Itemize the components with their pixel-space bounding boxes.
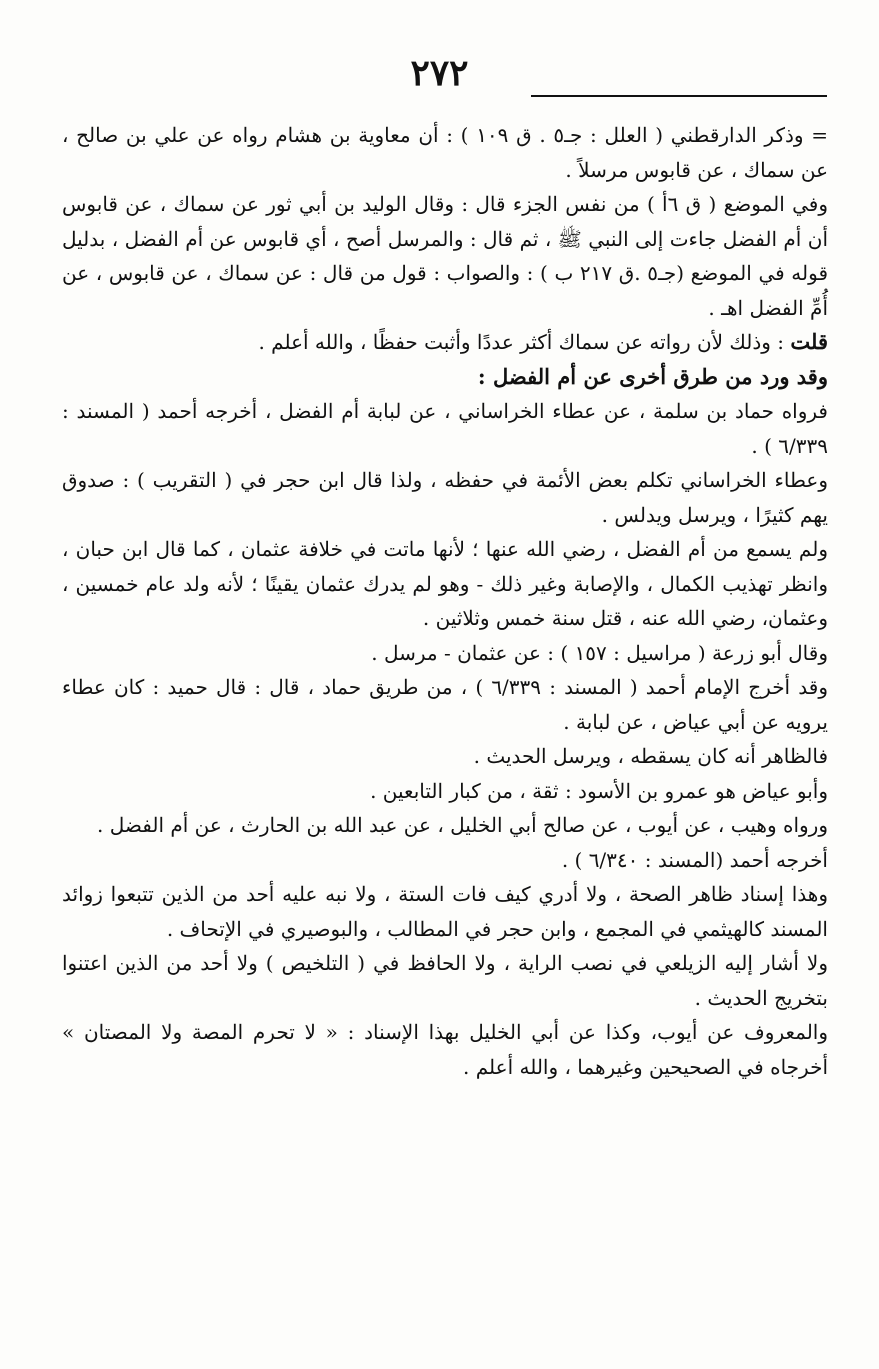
paragraph-3 [62, 325, 828, 360]
paragraph-13: أخرجه أحمد (المسند : ٦/٣٤٠ ) . [561, 847, 828, 872]
paragraph-5: فرواه حماد بن سلمة ، عن عطاء الخراساني ، عن لبابة أم الفضل ، أخرجه أحمد ( المسند : ٦/٣٣٩ ) . [62, 399, 828, 458]
paragraph-15: ولا أشار إليه الزيلعي في نصب الراية ، ولا الحافظ في ( التلخيص ) ولا أحد من الذين اعتنوا بتخريج الحديث . [62, 951, 828, 1010]
paragraph-7: ولم يسمع من أم الفضل ، رضي الله عنها ؛ لأنها ماتت في خلافة عثمان ، كما قال ابن حبان ، وانظر تهذيب الكمال ، والإصابة وغير ذلك - وهو لم يدرك عثمان يقينًا ؛ لأنه ولد عام خمسين ، وعثمان، رضي الله عنه ، قتل سنة خمس وثلاثين . [62, 537, 828, 630]
paragraph-lead: قلت [790, 329, 828, 354]
paragraph-2: وفي الموضع ( ق ٦أ ) من نفس الجزء قال : وقال الوليد بن أبي ثور عن سماك ، عن قابوس أن أم الفضل جاءت إلى النبي ﷺ ، ثم قال : والمرسل أصح ، أي قابوس عن أم الفضل ، بدليل قوله في الموضع (جـ٥ .ق ٢١٧ ب ) : والصواب : قول من قال : عن سماك ، عن قابوس ، عن أُمِّ الفضل اهـ . [62, 192, 829, 320]
paragraph-12: ورواه وهيب ، عن أيوب ، عن صالح أبي الخليل ، عن عبد الله بن الحارث ، عن أم الفضل . [97, 813, 828, 837]
paragraph-10: فالظاهر أنه كان يسقطه ، ويرسل الحديث . [473, 744, 828, 768]
header-rule [531, 95, 827, 97]
paragraph-1: = وذكر الدارقطني ( العلل : جـ٥ . ق ١٠٩ ) : أن معاوية بن هشام رواه عن علي بن صالح ، عن سماك ، عن قابوس مرسلاً . [62, 123, 829, 182]
paragraph-8: وقال أبو زرعة ( مراسيل : ١٥٧ ) : عن عثمان - مرسل . [371, 640, 828, 665]
body-text [62, 118, 828, 1084]
page-number: ٢٧٢ [410, 52, 469, 94]
paragraph-11: وأبو عياض هو عمرو بن الأسود : ثقة ، من كبار التابعين . [370, 778, 828, 803]
section-heading: وقد ورد من طرق أخرى عن أم الفضل : [477, 363, 828, 389]
paragraph-14: وهذا إسناد ظاهر الصحة ، ولا أدري كيف فات الستة ، ولا نبه عليه أحد من الذين تتبعوا زوائد المسند كالهيثمي في المجمع ، وابن حجر في المطالب ، والبوصيري في الإتحاف . [62, 882, 828, 941]
paragraph-16: والمعروف عن أيوب، وكذا عن أبي الخليل بهذا الإسناد : « لا تحرم المصة ولا المصتان » أخرجاه في الصحيحين وغيرهما ، والله أعلم . [62, 1020, 828, 1079]
paragraph-3-text: : وذلك لأن رواته عن سماك أكثر عددًا وأثبت حفظًا ، والله أعلم . [258, 330, 791, 354]
paragraph-6: وعطاء الخراساني تكلم بعض الأئمة في حفظه ، ولذا قال ابن حجر في ( التقريب ) : صدوق يهم كثيرًا ، ويرسل ويدلس . [62, 468, 828, 527]
paragraph-9: وقد أخرج الإمام أحمد ( المسند : ٦/٣٣٩ ) ، من طريق حماد ، قال : قال حميد : كان عطاء يرويه عن أبي عياض ، عن لبابة . [62, 675, 828, 734]
